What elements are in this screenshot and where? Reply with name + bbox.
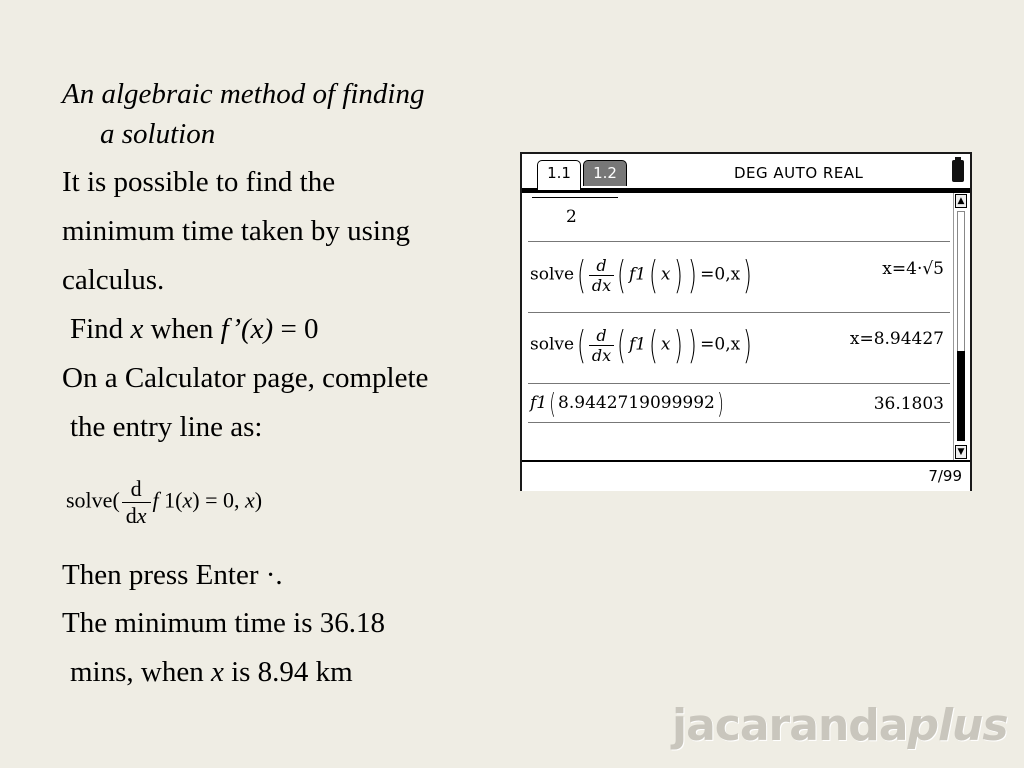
- cmd-text: solve: [530, 334, 575, 355]
- history-scrollbar[interactable]: [953, 193, 968, 461]
- body-line-2: minimum time taken by using: [62, 215, 410, 247]
- entry-expression: [530, 323, 755, 367]
- calculator-header: [522, 154, 970, 193]
- body-line-4: [70, 311, 319, 347]
- eq-tail: =0,x: [700, 334, 741, 355]
- var-x-2: x: [210, 656, 224, 688]
- formula-f: f: [152, 487, 159, 513]
- func-name: f1: [628, 264, 647, 285]
- formula-den: [122, 503, 151, 529]
- slide-heading: [62, 74, 424, 154]
- deriv-den: dx: [591, 345, 612, 365]
- entry-expression: [530, 253, 755, 297]
- func-arg: x: [660, 264, 671, 285]
- body-line-8: The minimum time is 36.18: [62, 607, 386, 639]
- body-line-3: calculus.: [62, 264, 165, 296]
- paren-open-2: (: [617, 323, 627, 367]
- paren-close: ): [673, 253, 683, 297]
- paren-close-2: ): [688, 253, 698, 297]
- result-value: 36.1803: [873, 394, 944, 414]
- func-name: f1: [530, 393, 548, 413]
- paren-open: (: [577, 323, 586, 367]
- row-divider: [528, 383, 950, 384]
- mode-indicator: DEG AUTO REAL: [734, 164, 864, 182]
- eq-tail: =0,x: [700, 264, 741, 285]
- formula-den-d: d: [125, 503, 137, 528]
- mins-when-text: mins, when: [70, 656, 211, 688]
- logo-plus: plus: [907, 700, 1008, 751]
- history-partial-row: [528, 197, 952, 237]
- formula-fraction: [122, 476, 151, 529]
- paren-open: (: [549, 387, 556, 420]
- history-row[interactable]: [528, 245, 952, 311]
- deriv-num: d: [589, 326, 614, 346]
- derivative-fraction: [589, 326, 614, 365]
- formula-one: 1(: [158, 487, 183, 513]
- paren-open-2: (: [617, 253, 627, 297]
- find-text: Find: [70, 313, 131, 345]
- formula-den-x: x: [136, 503, 147, 528]
- formula-eq: ) = 0,: [192, 487, 245, 513]
- history-count: 7/99: [928, 467, 962, 485]
- entry-line[interactable]: [522, 460, 970, 491]
- calculator-screen: [520, 152, 972, 491]
- solve-formula: [66, 476, 262, 529]
- deriv-den: dx: [591, 275, 612, 295]
- history-row[interactable]: [528, 387, 952, 421]
- scroll-down-icon[interactable]: ▼: [955, 445, 967, 459]
- heading-line-2: a solution: [100, 118, 216, 150]
- paren-close-3: ): [743, 253, 753, 297]
- paren-close-3: ): [743, 323, 753, 367]
- row-divider: [528, 241, 950, 242]
- body-line-9: [70, 654, 353, 690]
- body-line-1: It is possible to find the: [62, 166, 336, 198]
- is-km-text: is 8.94 km: [223, 656, 353, 688]
- formula-close: ): [254, 487, 263, 513]
- scroll-up-icon[interactable]: ▲: [955, 194, 967, 208]
- calculator-history: [522, 193, 952, 461]
- func-arg: x: [660, 334, 671, 355]
- derivative-fraction: [589, 256, 614, 295]
- paren-open: (: [577, 253, 586, 297]
- paren-open-3: (: [649, 323, 658, 367]
- paren-close: ): [717, 387, 724, 420]
- derivative-text: f’(x): [220, 313, 274, 345]
- func-arg: 8.9442719099992: [558, 393, 715, 413]
- equals-zero: = 0: [273, 313, 319, 345]
- result-value: x=8.94427: [849, 329, 944, 349]
- formula-x2: x: [244, 487, 255, 513]
- body-line-6: the entry line as:: [70, 411, 263, 443]
- logo-main: jacaranda: [672, 700, 908, 751]
- heading-line-1: An algebraic method of finding: [62, 78, 425, 110]
- partial-denominator: 2: [566, 207, 577, 227]
- body-line-5: On a Calculator page, complete: [62, 362, 429, 394]
- body-line-7: Then press Enter ·.: [62, 559, 283, 591]
- formula-x1: x: [182, 487, 193, 513]
- paren-open-3: (: [649, 253, 658, 297]
- battery-icon: [952, 160, 964, 182]
- scroll-thumb[interactable]: [957, 351, 965, 441]
- partial-fraction-bar: [532, 197, 618, 198]
- paren-close: ): [673, 323, 683, 367]
- formula-prefix: solve(: [66, 487, 120, 513]
- var-x: x: [130, 313, 144, 345]
- jacaranda-plus-logo: [672, 700, 1008, 751]
- row-divider: [528, 312, 950, 313]
- when-text: when: [143, 313, 221, 345]
- func-name: f1: [628, 334, 647, 355]
- tab-1-2[interactable]: 1.2: [583, 160, 627, 186]
- history-row[interactable]: [528, 315, 952, 381]
- row-divider: [528, 422, 950, 423]
- entry-expression: [530, 387, 726, 420]
- result-value: x=4·√5: [882, 259, 944, 279]
- paren-close-2: ): [688, 323, 698, 367]
- cmd-text: solve: [530, 264, 575, 285]
- tab-1-1[interactable]: 1.1: [537, 160, 581, 190]
- formula-num: d: [122, 476, 151, 503]
- deriv-num: d: [589, 256, 614, 276]
